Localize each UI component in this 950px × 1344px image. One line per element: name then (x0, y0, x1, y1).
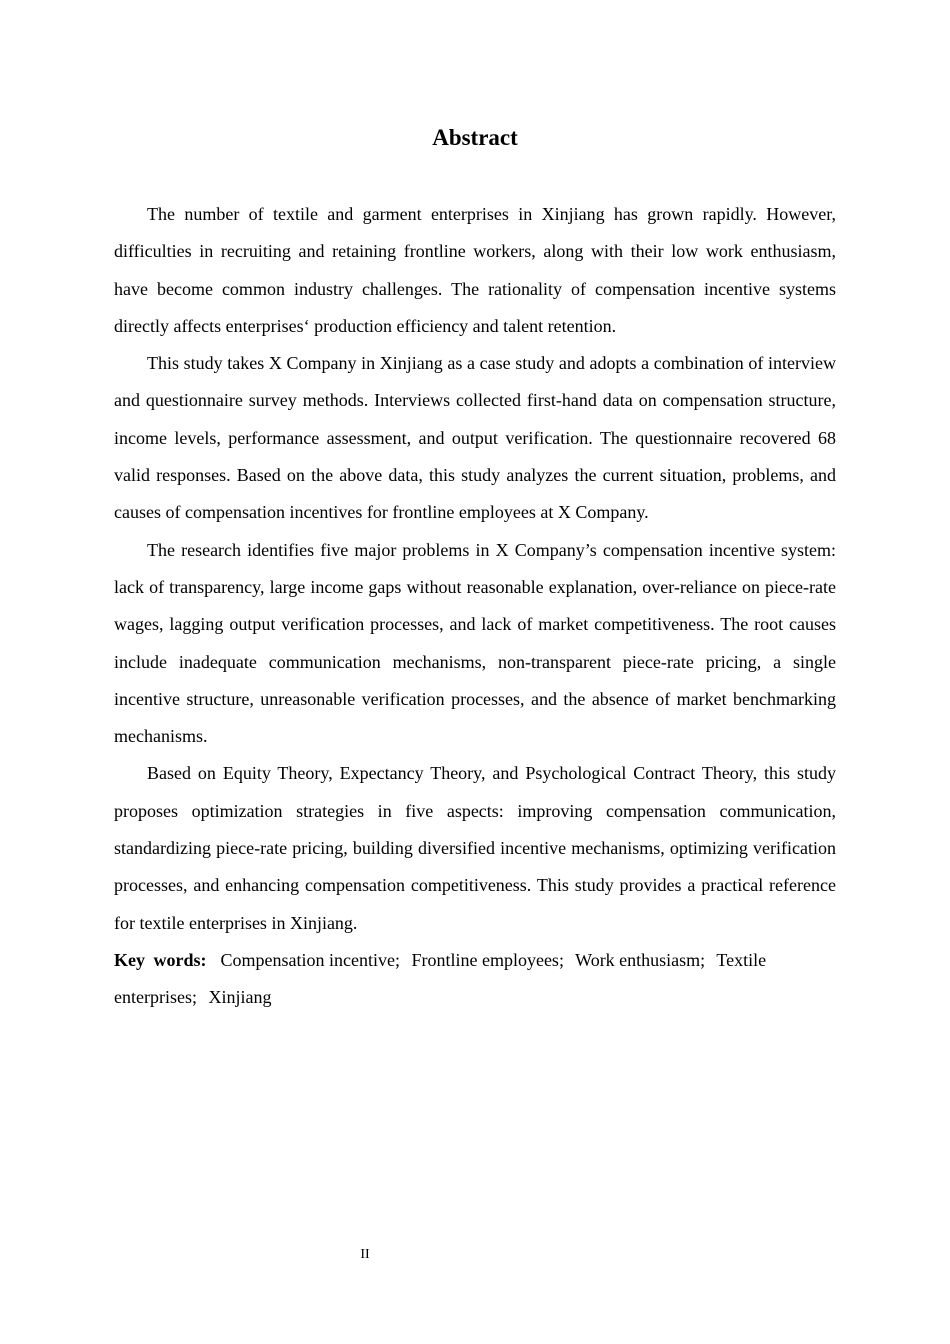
page-number: II (360, 1247, 370, 1262)
keyword-item: Frontline employees; (411, 949, 564, 970)
keyword-item: Textile enterprises; (114, 949, 767, 1008)
abstract-paragraph-4: Based on Equity Theory, Expectancy Theory, and Psychological Contract Theory, this study proposes optimization strategies in five aspects: improving compensation communication, standardizing piece-rate pricing, building diversified incentive mechanisms, optimizing verification processes, and enhancing compensation competitiveness. This study provides a practical reference for textile enterprises in Xinjiang. (114, 763, 836, 933)
abstract-body (114, 196, 836, 1017)
keyword-item: Work enthusiasm; (575, 949, 706, 970)
abstract-paragraph-2: This study takes X Company in Xinjiang as a case study and adopts a combination of interview and questionnaire survey methods. Interviews collected first-hand data on compensation structure, income levels, performance assessment, and output verification. The questionnaire recovered 68 valid responses. Based on the above data, this study analyzes the current situation, problems, and causes of compensation incentives for frontline employees at X Company. (114, 353, 836, 523)
abstract-paragraph-3: The research identifies five major problems in X Company’s compensation incentive system: lack of transparency, large income gaps without reasonable explanation, over-reliance on piece-rate wages, lagging output verification processes, and lack of market competitiveness. The root causes include inadequate communication mechanisms, non-transparent piece-rate pricing, a single incentive structure, unreasonable verification processes, and the absence of market benchmarking mechanisms. (114, 539, 836, 747)
abstract-title: Abstract (432, 125, 518, 150)
keywords-label: Key words: (114, 949, 207, 970)
abstract-paragraph-1: The number of textile and garment enterprises in Xinjiang has grown rapidly. However, difficulties in recruiting and retaining frontline workers, along with their low work enthusiasm, have become common industry challenges. The rationality of compensation incentive systems directly affects enterprises‘ production efficiency and talent retention. (114, 204, 836, 336)
keywords-line (114, 942, 836, 1017)
keyword-item: Xinjiang (208, 987, 272, 1008)
keyword-item: Compensation incentive; (220, 949, 400, 970)
